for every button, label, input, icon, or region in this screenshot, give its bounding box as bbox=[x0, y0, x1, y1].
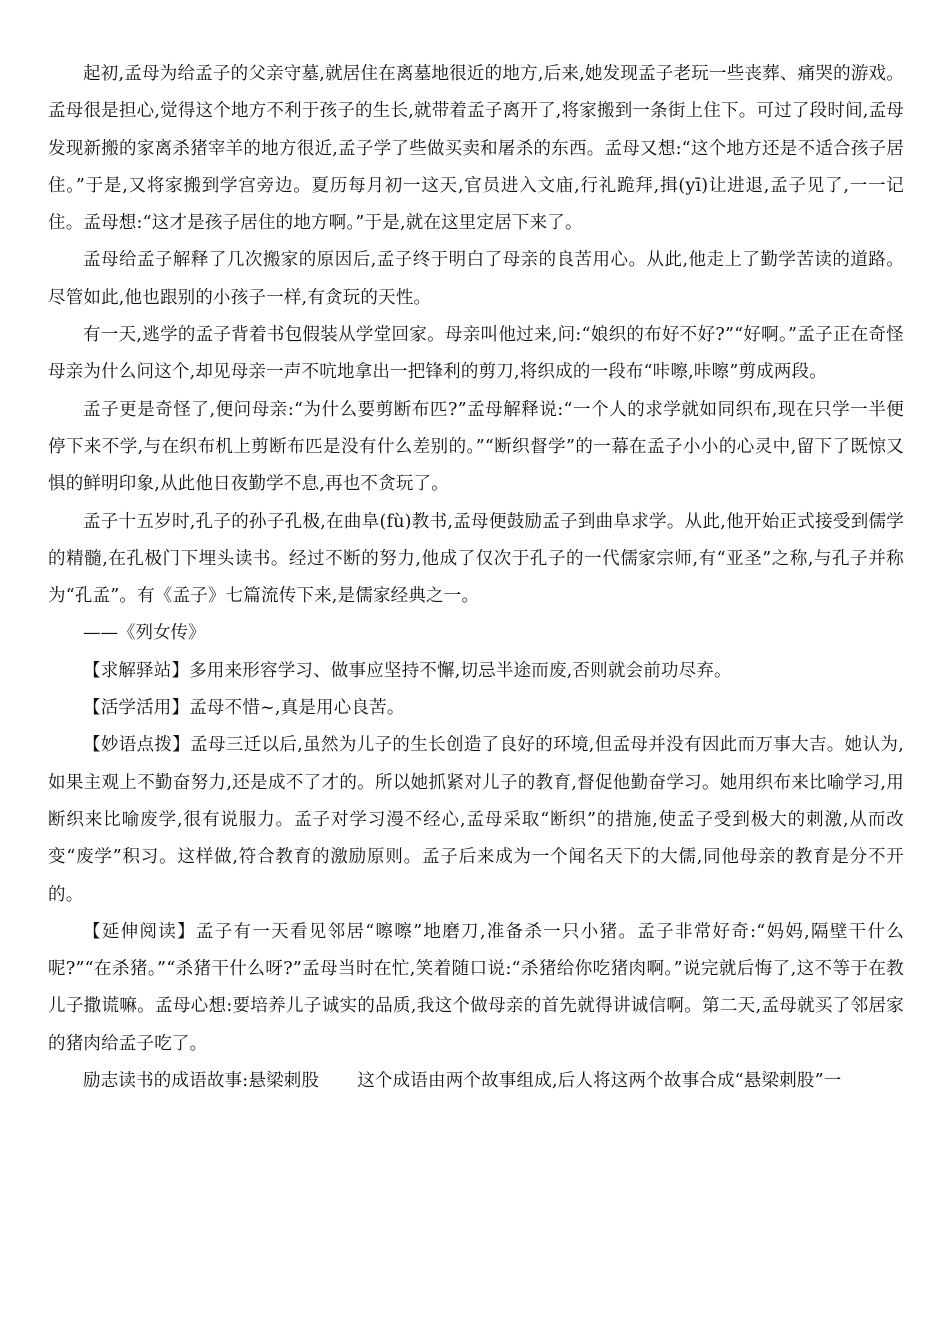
section-huoxue: 【活学活用】孟母不惜~,真是用心良苦。 bbox=[83, 698, 405, 719]
section-yanshen: 【延伸阅读】孟子有一天看见邻居“嚓嚓”地磨刀,准备杀一只小猪。孟子非常好奇:“妈妈,隔壁干什么呢?”“在杀猪。”“杀猪干什么呀?”孟母当时在忙,笑着随口说:“杀猪给你吃猪肉啊。”说完就后悔了,这不等于在教儿子撒谎嘛。孟母心想:要培养儿子诚实的品质,我这个做母亲的首先就得讲诚信啊。第二天,孟母就买了邻居家的猪肉给孟子吃了。 bbox=[48, 921, 904, 1054]
next-story-title: 励志读书的成语故事:悬梁刺股 bbox=[83, 1071, 320, 1092]
story-paragraph-2: 孟母给孟子解释了几次搬家的原因后,孟子终于明白了母亲的良苦用心。从此,他走上了勤学苦读的道路。尽管如此,他也跟别的小孩子一样,有贪玩的天性。 bbox=[48, 250, 904, 308]
story-paragraph-4: 孟子更是奇怪了,便问母亲:“为什么要剪断布匹?”孟母解释说:“一个人的求学就如同织布,现在只学一半便停下来不学,与在织布机上剪断布匹是没有什么差别的。”“断织督学”的一幕在孟子小小的心灵中,留下了既惊又惧的鲜明印象,从此他日夜勤学不息,再也不贪玩了。 bbox=[48, 399, 904, 495]
next-story-text: 这个成语由两个故事组成,后人将这两个故事合成“悬梁刺股”一 bbox=[357, 1071, 842, 1092]
story-paragraph-1: 起初,孟母为给孟子的父亲守墓,就居住在离墓地很近的地方,后来,她发现孟子老玩一些丧葬、痛哭的游戏。孟母很是担心,觉得这个地方不利于孩子的生长,就带着孟子离开了,将家搬到一条街上住下。可过了段时间,孟母发现新搬的家离杀猪宰羊的地方很近,孟子学了些做买卖和屠杀的东西。孟母又想:“这个地方还是不适合孩子居住。”于是,又将家搬到学宫旁边。夏历每月初一这天,官员进入文庙,行礼跪拜,揖(yī)让进退,孟子见了,一一记住。孟母想:“这才是孩子居住的地方啊。”于是,就在这里定居下来了。 bbox=[48, 64, 904, 234]
story-paragraph-5: 孟子十五岁时,孔子的孙子孔极,在曲阜(fù)教书,孟母便鼓励孟子到曲阜求学。从此,他开始正式接受到儒学的精髓,在孔极门下埋头读书。经过不断的努力,他成了仅次于孔子的一代儒家宗师,有“亚圣”之称,与孔子并称为“孔孟”。有《孟子》七篇流传下来,是儒家经典之一。 bbox=[48, 511, 904, 607]
section-miaoyu: 【妙语点拨】孟母三迁以后,虽然为儿子的生长创造了良好的环境,但孟母并没有因此而万事大吉。她认为,如果主观上不勤奋努力,还是成不了才的。所以她抓紧对儿子的教育,督促他勤奋学习。她用织布来比喻学习,用断织来比喻废学,很有说服力。孟子对学习漫不经心,孟母采取“断织”的措施,使孟子受到极大的刺激,从而改变“废学”积习。这样做,符合教育的激励原则。孟子后来成为一个闻名天下的大儒,同他母亲的教育是分不开的。 bbox=[48, 735, 904, 905]
source-citation: ——《列女传》 bbox=[83, 623, 206, 644]
section-qiujie: 【求解驿站】多用来形容学习、做事应坚持不懈,切忌半途而废,否则就会前功尽弃。 bbox=[83, 660, 732, 681]
document-body bbox=[48, 56, 904, 1100]
story-paragraph-3: 有一天,逃学的孟子背着书包假装从学堂回家。母亲叫他过来,问:“娘织的布好不好?”“好啊。”孟子正在奇怪母亲为什么问这个,却见母亲一声不吭地拿出一把锋利的剪刀,将织成的一段布“咔嚓,咔嚓”剪成两段。 bbox=[48, 325, 904, 383]
next-story-line bbox=[48, 1063, 904, 1100]
